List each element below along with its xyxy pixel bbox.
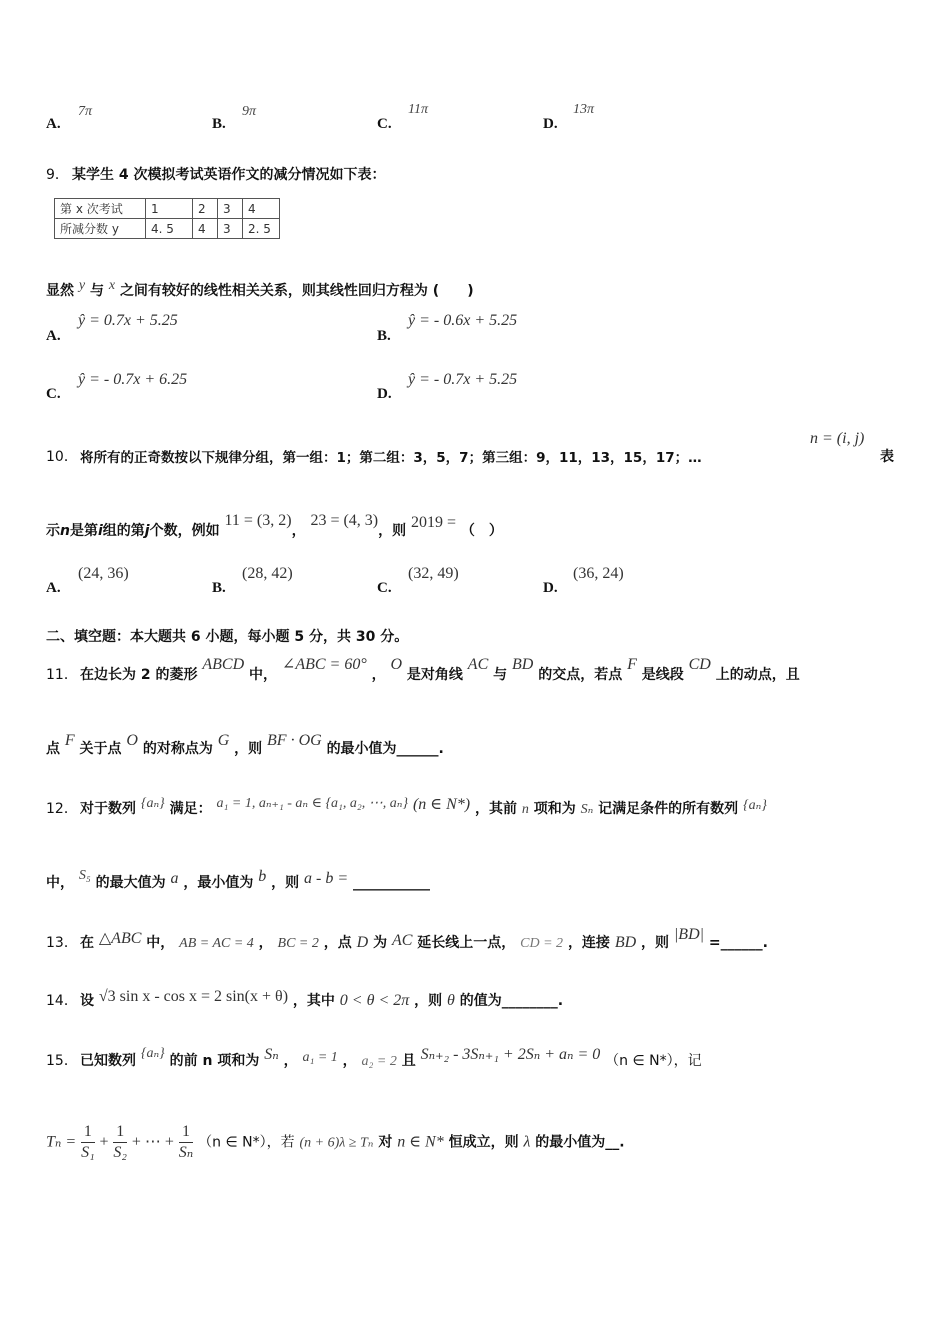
section-2-heading: 二、填空题：本大题共 6 小题，每小题 5 分，共 30 分。 (46, 629, 409, 645)
denominator: Sₙ (178, 1144, 194, 1161)
math-bc: BC = 2 (277, 936, 319, 951)
table-cell: 2 (193, 199, 218, 219)
math-equation: √3 sin x - cos x = 2 sin(x + θ) (98, 988, 289, 1005)
math-domain: n ∈ N* (397, 1133, 444, 1151)
q15-number: 15． (46, 1053, 78, 1069)
text: （n ∈ N*），若 (198, 1134, 295, 1151)
numerator: 1 (113, 1122, 127, 1143)
text: 是第 (69, 523, 98, 539)
math-cd: CD (688, 656, 711, 673)
answer-blank: ___________ (353, 875, 430, 891)
text: 的最大值为 (95, 875, 166, 891)
text: ，则 (271, 875, 300, 891)
q10-option-a-value: (24, 36) (78, 565, 129, 582)
math-condition: a₁ = 1, aₙ₊₁ - aₙ ∈ {a₁, a₂, ⋯, aₙ} (216, 796, 409, 811)
table-header-cell: 所减分数 y (55, 219, 146, 239)
q9-option-d-label: D. (377, 386, 392, 402)
text: ， (283, 1053, 298, 1069)
math-tn: Tₙ = (46, 1133, 77, 1151)
numerator: 1 (81, 1122, 95, 1143)
math-g: G (217, 732, 230, 749)
math-abcd: ABCD (202, 656, 245, 673)
table-cell: 1 (146, 199, 193, 219)
text: 且 (401, 1053, 416, 1069)
text: 是对角线 (406, 667, 463, 683)
q10-number: 10． (46, 449, 78, 465)
math-dots: + ⋯ + (131, 1133, 174, 1151)
fraction-2 (113, 1122, 127, 1163)
text: 在 (80, 935, 94, 951)
q10-option-d-label: D. (543, 580, 558, 596)
q8-option-c-label: C. (377, 116, 392, 132)
answer-blank: 的值为________. (459, 993, 564, 1009)
text: 为 (373, 935, 388, 951)
math-dot-product: BF · OG (267, 732, 322, 749)
text: ， (371, 667, 386, 683)
text: 设 (80, 993, 94, 1009)
text: 的对称点为 (142, 741, 213, 757)
math-lambda: λ (523, 1133, 531, 1151)
math-a2: a₂ = 2 (361, 1054, 397, 1069)
math-o: O (126, 732, 138, 749)
math-range: 0 < θ < 2π (339, 992, 410, 1009)
text: 中， (46, 875, 74, 891)
text: 显然 (46, 283, 74, 299)
table-cell: 3 (218, 199, 243, 219)
q10-option-b-label: B. (212, 580, 226, 596)
math-n: n (60, 523, 70, 539)
q14-line (80, 990, 563, 1010)
q11-number: 11． (46, 667, 78, 683)
q8-option-a-label: A. (46, 116, 61, 132)
math-abs-bd: |BD| (673, 926, 705, 943)
q9-option-b-label: B. (377, 328, 391, 344)
q14-number: 14． (46, 993, 78, 1009)
text: 中， (146, 935, 175, 951)
table-cell: 2. 5 (243, 219, 280, 239)
answer-blank: =______. (708, 935, 768, 951)
math-ac: AC (391, 932, 413, 949)
q12-line2 (46, 868, 430, 892)
text: 关于点 (79, 741, 122, 757)
math-theta: θ (447, 992, 455, 1009)
text: 点 (46, 741, 60, 757)
text: 记满足条件的所有数列 (598, 801, 739, 817)
table-cell: 4. 5 (146, 219, 193, 239)
q9-option-c-label: C. (46, 386, 61, 402)
math-angle: ∠ABC = 60° (281, 656, 367, 673)
q10-line1: 将所有的正奇数按以下规律分组，第一组：1；第二组：3，5，7；第三组：9，11，13，15，17；… (80, 450, 702, 466)
text: 示 (46, 523, 60, 539)
table-cell: 4 (193, 219, 218, 239)
math-bd: BD (614, 934, 637, 951)
math-j: j (144, 523, 150, 539)
text: 之间有较好的线性相关关系，则其线性回归方程为 ( ) (119, 283, 474, 299)
q9-number: 9． (46, 167, 69, 183)
q9-score-table (54, 198, 280, 239)
text: 的前 n 项和为 (169, 1053, 260, 1069)
q8-option-a-value: 7π (78, 104, 93, 119)
math-cd: CD = 2 (520, 936, 564, 951)
text: ，其前 (474, 801, 517, 817)
math-example-2: 23 = (4, 3) (310, 512, 379, 529)
q9-option-c-value: ŷ = - 0.7x + 6.25 (78, 371, 188, 388)
q12-line1 (80, 798, 767, 818)
q10-option-a-label: A. (46, 580, 61, 596)
text: ，最小值为 (183, 875, 254, 891)
q10-line1-end: 表 (880, 449, 894, 465)
text: ，则 (414, 993, 443, 1009)
text: ，其中 (292, 993, 335, 1009)
text: 与 (89, 283, 104, 299)
math-y: y (78, 278, 86, 293)
math-sn: Sₙ (580, 802, 594, 817)
math-triangle: △ABC (98, 930, 142, 947)
math-f: F (64, 732, 75, 749)
math-b: b (258, 868, 267, 885)
math-domain-text: （n ∈ N*），记 (605, 1053, 702, 1069)
q12-number: 12． (46, 801, 78, 817)
numerator: 1 (179, 1122, 193, 1143)
text: 项和为 (533, 801, 576, 817)
q10-math-n: n = (i, j) (810, 430, 865, 447)
math-n-domain: (n ∈ N*) (412, 796, 471, 813)
math-ac: AC (467, 656, 489, 673)
math-f: F (627, 656, 637, 673)
math-2019: 2019 = (411, 514, 457, 531)
math-d: D (356, 934, 369, 951)
text: ， (258, 935, 273, 951)
q8-option-d-label: D. (543, 116, 558, 132)
math-plus: + (99, 1133, 109, 1151)
q9-option-a-label: A. (46, 328, 61, 344)
text: 组的第 (102, 523, 145, 539)
q9-option-b-value: ŷ = - 0.6x + 5.25 (408, 312, 518, 329)
q11-line1 (80, 656, 800, 684)
answer-blank: 的最小值为______. (326, 741, 444, 757)
text: 中， (249, 667, 278, 683)
math-bd: BD (512, 656, 534, 673)
text: 满足： (169, 801, 212, 817)
q15-line2 (46, 1122, 625, 1163)
q9-option-d-value: ŷ = - 0.7x + 5.25 (408, 371, 518, 388)
answer-blank: 的最小值为__. (535, 1134, 625, 1151)
text: 恒成立，则 (448, 1134, 519, 1151)
q8-option-b-label: B. (212, 116, 226, 132)
math-example-1: 11 = (3, 2) (224, 512, 292, 529)
q15-line1 (80, 1046, 702, 1070)
math-sn: Sₙ (264, 1046, 279, 1063)
math-a-minus-b: a - b = (304, 870, 349, 887)
fraction-3 (179, 1122, 193, 1163)
q8-option-c-value: 11π (408, 102, 428, 117)
text: ，则 (234, 741, 263, 757)
table-cell: 4 (243, 199, 280, 219)
text: 是线段 (641, 667, 684, 683)
table-header-cell: 第 x 次考试 (55, 199, 146, 219)
q10-option-c-label: C. (377, 580, 392, 596)
text: 对 (378, 1134, 393, 1151)
text: 上的动点，且 (715, 667, 800, 683)
q10-option-d-value: (36, 24) (573, 565, 624, 582)
text: 已知数列 (80, 1053, 136, 1069)
math-ab-ac: AB = AC = 4 (179, 936, 254, 951)
q10-line2 (46, 512, 503, 540)
math-i: i (97, 523, 103, 539)
math-inequality: (n + 6)λ ≥ Tₙ (299, 1135, 374, 1151)
text: ，则 (641, 935, 670, 951)
q9-stem: 某学生 4 次模拟考试英语作文的减分情况如下表： (72, 167, 386, 183)
math-a: a (170, 870, 179, 887)
math-recurrence: Sₙ₊₂ - 3Sₙ₊₁ + 2Sₙ + aₙ = 0 (420, 1046, 601, 1063)
text: ，点 (323, 935, 352, 951)
math-n: n (521, 802, 529, 817)
math-seq: {aₙ} (140, 796, 165, 811)
math-s5: S₅ (78, 868, 91, 883)
text: 与 (493, 667, 508, 683)
text: 个数，例如 (149, 523, 220, 539)
answer-blank: （ ） (460, 523, 503, 539)
text: 的交点，若点 (538, 667, 623, 683)
math-seq: {aₙ} (140, 1046, 165, 1061)
fraction-1 (81, 1122, 95, 1163)
text: ， (342, 1053, 357, 1069)
math-x: x (108, 278, 116, 293)
text: ，则 (378, 523, 407, 539)
text: 在边长为 2 的菱形 (80, 667, 198, 683)
q8-option-b-value: 9π (242, 104, 257, 119)
denominator: S₁ (81, 1144, 95, 1161)
q11-line2 (46, 732, 444, 758)
q8-option-d-value: 13π (573, 102, 595, 117)
q10-option-b-value: (28, 42) (242, 565, 293, 582)
q9-question (46, 280, 474, 300)
q10-option-c-value: (32, 49) (408, 565, 459, 582)
text: 对于数列 (80, 801, 136, 817)
q13-number: 13． (46, 935, 78, 951)
q9-option-a-value: ŷ = 0.7x + 5.25 (78, 312, 178, 329)
table-cell: 3 (218, 219, 243, 239)
math-seq: {aₙ} (743, 798, 767, 813)
text: ， (291, 523, 306, 539)
denominator: S₂ (113, 1144, 127, 1161)
text: 延长线上一点， (417, 935, 516, 951)
math-a1: a₁ = 1 (302, 1050, 338, 1065)
table-row (55, 199, 280, 219)
q13-line (80, 926, 768, 952)
text: ，连接 (567, 935, 610, 951)
table-row (55, 219, 280, 239)
math-o: O (390, 656, 403, 673)
